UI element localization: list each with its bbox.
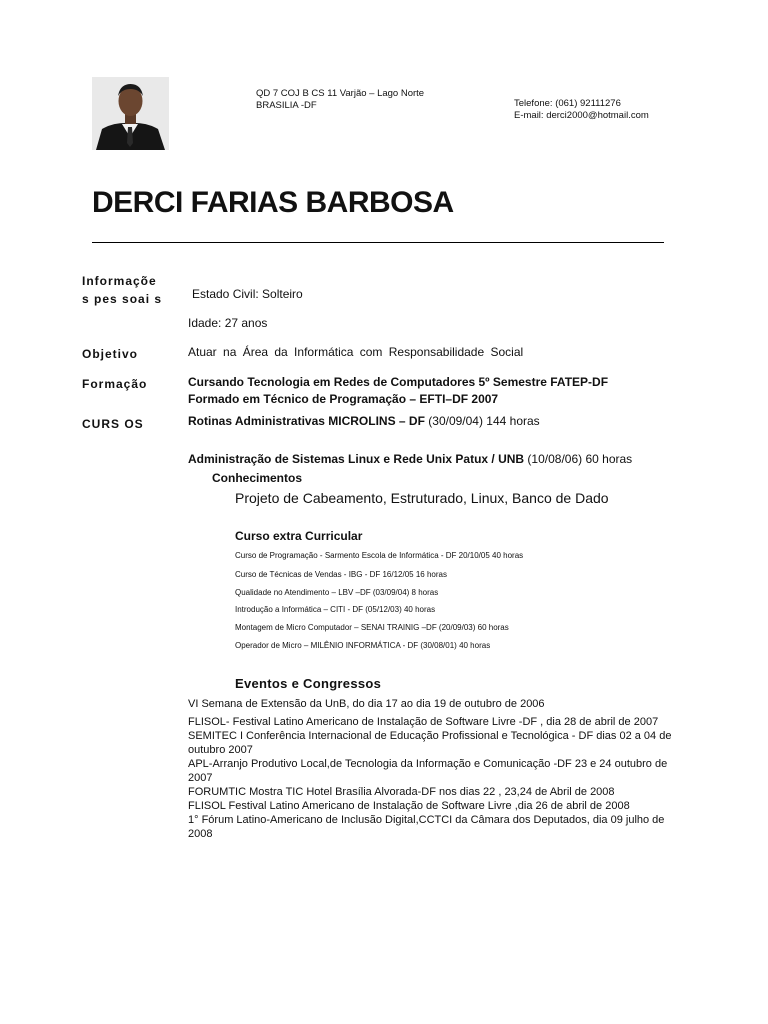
person-photo-icon <box>92 77 169 150</box>
objective-text: Atuar na Área da Informática com Responsabilidade Social <box>188 345 524 359</box>
address-line2: BRASILIA -DF <box>256 100 317 111</box>
event-line: outubro 2007 <box>188 744 253 756</box>
address-line1: QD 7 COJ B CS 11 Varjão – Lago Norte <box>256 88 425 99</box>
course-name: Administração de Sistemas Linux e Rede Unix Patux / UNB <box>188 452 525 466</box>
civil-status: Estado Civil: Solteiro <box>192 287 303 301</box>
extra-course-item: Curso de Programação - Sarmento Escola de Informática - DF 20/10/05 40 horas <box>235 551 524 560</box>
age: Idade: 27 anos <box>188 316 268 330</box>
course-item <box>188 452 632 466</box>
course-item <box>188 414 540 428</box>
label-personal-line2: s pes soai s <box>82 292 163 306</box>
event-line: VI Semana de Extensão da UnB, do dia 17 ao dia 19 de outubro de 2006 <box>188 698 545 710</box>
education-item: Formado em Técnico de Programação – EFTI–DF 2007 <box>188 392 499 406</box>
course-details: (10/08/06) 60 horas <box>524 452 633 466</box>
event-line: 1° Fórum Latino-Americano de Inclusão Digital,CCTCI da Câmara dos Deputados, dia 09 julho de <box>188 814 665 826</box>
label-objective: Objetivo <box>82 347 139 361</box>
extra-course-item: Operador de Micro – MILÊNIO INFORMÁTICA - DF (30/08/01) 40 horas <box>235 641 491 650</box>
extra-course-item: Montagem de Micro Computador – SENAI TRAINIG –DF (20/09/03) 60 horas <box>235 623 509 632</box>
event-line: FORUMTIC Mostra TIC Hotel Brasília Alvorada-DF nos dias 22 , 23,24 de Abril de 2008 <box>188 786 615 798</box>
divider <box>92 242 664 243</box>
label-personal-line1: Informaçõe <box>82 274 157 288</box>
extra-course-item: Curso de Técnicas de Vendas - IBG - DF 16/12/05 16 horas <box>235 570 447 579</box>
event-line: 2007 <box>188 772 213 784</box>
knowledge-text: Projeto de Cabeamento, Estruturado, Linux, Banco de Dado <box>235 490 609 506</box>
extra-course-item: Qualidade no Atendimento – LBV –DF (03/09/04) 8 horas <box>235 588 439 597</box>
course-details: (30/09/04) 144 horas <box>424 414 540 428</box>
education-item: Cursando Tecnologia em Redes de Computadores 5º Semestre FATEP-DF <box>188 375 609 389</box>
phone: Telefone: (061) 92111276 <box>514 98 621 109</box>
event-line: SEMITEC I Conferência Internacional de Educação Profissional e Tecnológica - DF dias 02 a 04 de <box>188 730 672 742</box>
knowledge-title: Conhecimentos <box>212 471 303 485</box>
extra-courses-title: Curso extra Curricular <box>235 529 363 543</box>
event-line: 2008 <box>188 828 213 840</box>
label-courses: CURS OS <box>82 417 144 431</box>
full-name: DERCI FARIAS BARBOSA <box>92 186 454 219</box>
events-list <box>188 697 671 841</box>
profile-photo <box>92 77 169 150</box>
events-title: Eventos e Congressos <box>235 676 382 691</box>
label-education: Formação <box>82 377 148 391</box>
course-name: Rotinas Administrativas MICROLINS – DF <box>188 414 425 428</box>
event-line: APL-Arranjo Produtivo Local,de Tecnologia da Informação e Comunicação -DF 23 e 24 outubro de <box>188 758 668 770</box>
event-line: FLISOL- Festival Latino Americano de Instalação de Software Livre -DF , dia 28 de abril de 2007 <box>188 716 659 728</box>
extra-course-item: Introdução a Informática – CITI - DF (05/12/03) 40 horas <box>235 605 436 614</box>
event-line: FLISOL Festival Latino Americano de Instalação de Software Livre ,dia 26 de abril de 2008 <box>188 800 630 812</box>
email: E-mail: derci2000@hotmail.com <box>514 110 649 121</box>
